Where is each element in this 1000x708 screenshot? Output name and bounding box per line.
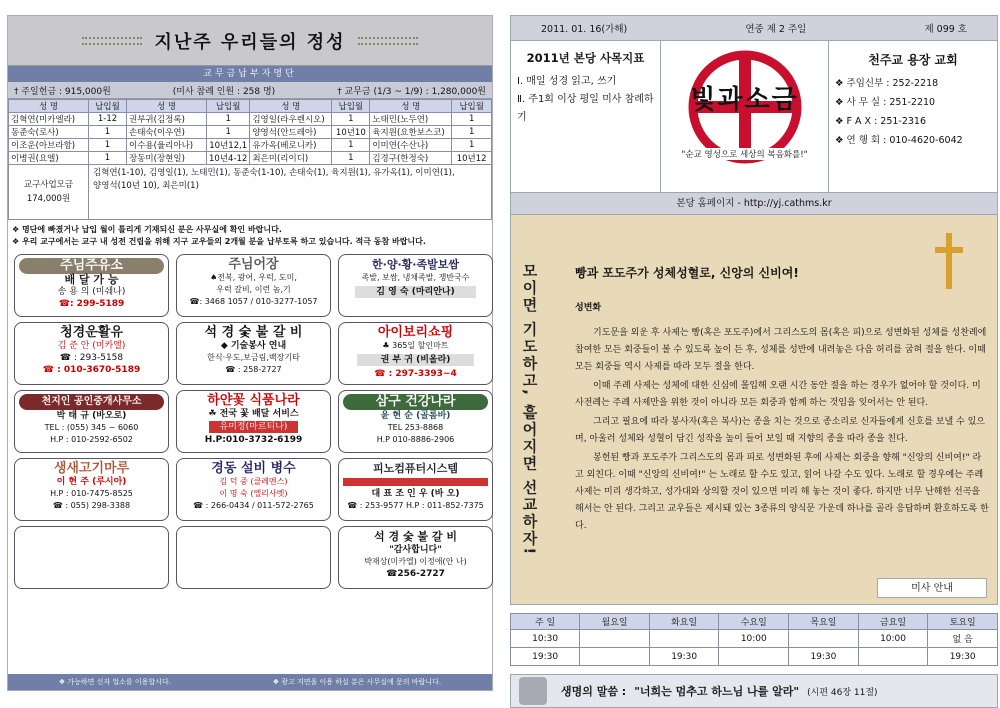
cell bbox=[580, 648, 650, 666]
ad-title: 아이보리쇼핑 bbox=[377, 325, 454, 340]
cell: 김영일(라우렌시오) bbox=[250, 113, 332, 126]
info-line: ❖ 연 행 회 : 010-4620-6042 bbox=[835, 135, 963, 146]
col-month: 납입월 bbox=[89, 100, 127, 113]
parish-info bbox=[829, 41, 997, 192]
cell bbox=[789, 630, 859, 648]
cell: 19:30 bbox=[511, 648, 580, 666]
left-title-bar bbox=[8, 16, 492, 66]
cell bbox=[649, 630, 719, 648]
dues-table-header bbox=[9, 100, 492, 113]
ad-phone: ☎: 3468 1057 / 010-3277-1057 bbox=[189, 297, 318, 306]
cell: 1 bbox=[332, 113, 370, 126]
project-label-cell bbox=[9, 165, 89, 219]
cell: 1 bbox=[452, 126, 492, 139]
ad-phone: ☎ : 297-3393~4 bbox=[374, 369, 457, 379]
issue-number: 제 099 호 bbox=[924, 24, 967, 35]
ad-line: "감사합니다" bbox=[389, 545, 442, 555]
ad-line: 송 용 의 (미쉐나) bbox=[57, 287, 126, 297]
ad-phone: ☎ : 055) 298-3388 bbox=[52, 501, 131, 510]
article-paragraph: 이때 주례 사제는 성체에 대한 신심에 몰입해 오랜 시간 동안 절을 하는 경우가 없어야 할 것이다. 미사전례는 주례 사제만을 위한 것이 아니라 모든 회중과 함께 하는 것임을 잊어서는 안 된다. bbox=[575, 381, 981, 408]
right-page bbox=[510, 15, 998, 698]
masthead bbox=[510, 41, 998, 193]
cell: 10년4-12 bbox=[207, 152, 250, 165]
article-subtitle: 성변화 bbox=[575, 303, 602, 313]
col-month: 납입월 bbox=[452, 100, 492, 113]
article-paragraph: 봉헌된 빵과 포도주가 그리스도의 몸과 피로 성변화된 후에 사제는 회중을 향해 "신앙의 신비여!" 라고 외친다. 이때 "신앙의 신비여!" 는 노래로 할 수도 있고, 읽어 나갈 수도 있다. 노래로 할 경우에는 주례사제는 미리 생각하고, 성가대와 상의할 것이 있으면 미리 해 놓는 것이 좋다. 하지만 너무 난해한 선곡을 해서는 안 된다. 그리고 교우들은 제시돼 있는 3종류의 양식문 가운데 하나를 골라 응답하며 환호하도록 한다. bbox=[575, 453, 989, 531]
article-title: 빵과 포도주가 성체성혈로, 신앙의 신비여! bbox=[575, 266, 799, 280]
ad-computer bbox=[338, 458, 493, 521]
ad-phone: ☎ : 258-2727 bbox=[225, 365, 282, 374]
cell: 10년10 bbox=[332, 126, 370, 139]
article bbox=[549, 215, 997, 604]
homepage-bar: 본당 홈페이지 - http://yj.cathms.kr bbox=[510, 193, 998, 215]
ad-phone: ☎ : 253-9577 H.P : 011-852-7375 bbox=[347, 501, 484, 510]
day-header: 수요일 bbox=[719, 614, 789, 630]
ad-title: 석 경 숯 불 갈 비 bbox=[374, 530, 457, 543]
ad-fish-farm bbox=[176, 254, 331, 317]
table-row bbox=[511, 648, 998, 666]
mass-attendance: (미사 참례 인원 : 258 명) bbox=[172, 86, 276, 97]
cell: 없 음 bbox=[928, 630, 998, 648]
ad-line: 김 준 안 (미카엘) bbox=[57, 341, 126, 351]
ad-stripe bbox=[343, 478, 488, 486]
cell: 1 bbox=[332, 139, 370, 152]
ad-phone: H.P:010-3732-6199 bbox=[204, 435, 303, 445]
ad-line: 족발, 보쌈, 냉채족발, 쟁반국수 bbox=[361, 273, 470, 282]
word-label: 생명의 말씀 : bbox=[561, 685, 627, 698]
golden-cross-icon bbox=[935, 233, 963, 289]
cell: 권부귀(김정록) bbox=[127, 113, 207, 126]
ad-line: 김 덕 중 (클레멘스) bbox=[219, 477, 288, 486]
cell: 1 bbox=[89, 126, 127, 139]
info-line: ❖ F A X : 251-2316 bbox=[835, 116, 927, 127]
offering-summary bbox=[8, 82, 492, 99]
ad-line: ◆ 기술봉사 연내 bbox=[220, 341, 287, 351]
portrait-icon bbox=[519, 677, 547, 705]
ad-phone: ☎ : 266-0434 / 011-572-2765 bbox=[193, 501, 314, 510]
logo-text: 빛과소금 bbox=[690, 85, 799, 115]
ad-realty bbox=[14, 390, 169, 453]
ad-phone: ☎ : 010-3670-5189 bbox=[42, 365, 141, 375]
liturgical-week: 연중 제 2 주일 bbox=[745, 24, 807, 35]
cell: 10:00 bbox=[858, 630, 928, 648]
ad-plumbing bbox=[176, 458, 331, 521]
mass-guide-label: 미사 안내 bbox=[877, 578, 987, 598]
notice-line: ❖ 명단에 빠졌거나 납입 월이 틀리게 기재되신 분은 사무실에 확인 바랍니다. bbox=[12, 225, 282, 234]
cell: 김경구(한정숙) bbox=[370, 152, 452, 165]
cell: 이수용(율리아나) bbox=[127, 139, 207, 152]
ad-phone: H.P : 010-2592-6502 bbox=[50, 435, 133, 444]
ad-line: 박재상(미카엘) 이정애(안 나) bbox=[364, 557, 467, 566]
pastoral-goals bbox=[511, 41, 661, 192]
col-month: 납입월 bbox=[332, 100, 370, 113]
cell: 최은미(리이디) bbox=[250, 152, 332, 165]
cell: 19:30 bbox=[928, 648, 998, 666]
ad-title: 한·양·황·족발보쌈 bbox=[372, 258, 459, 271]
cell bbox=[858, 648, 928, 666]
day-header: 목요일 bbox=[789, 614, 859, 630]
cell: 장동미(장현일) bbox=[127, 152, 207, 165]
ad-title: 주님주유소 bbox=[19, 258, 164, 274]
cell: 19:30 bbox=[649, 648, 719, 666]
day-header: 주 일 bbox=[511, 614, 580, 630]
word-reference: (시편 46장 11절) bbox=[807, 687, 878, 698]
ad-health bbox=[338, 390, 493, 453]
ad-line: 박 태 규 (바오로) bbox=[56, 411, 127, 421]
ad-line: ♠전복, 광어, 우럭, 도미, bbox=[210, 273, 297, 282]
ad-meat bbox=[14, 458, 169, 521]
ad-line: ♣ 365일 할인마트 bbox=[382, 341, 449, 350]
ad-phone: ☎: 299-5189 bbox=[58, 299, 125, 309]
cell: 육지원(요한보스코) bbox=[370, 126, 452, 139]
word-text: "너희는 멈추고 하느님 나를 알라" bbox=[634, 685, 800, 698]
day-header: 월요일 bbox=[580, 614, 650, 630]
ad-line: ☎ : 293-5158 bbox=[59, 353, 124, 363]
project-fund bbox=[8, 165, 492, 220]
cell: 이병권(요엘) bbox=[9, 152, 89, 165]
day-header: 토요일 bbox=[928, 614, 998, 630]
ad-line: H.P : 010-7475-8525 bbox=[50, 489, 133, 498]
cell: 10:00 bbox=[719, 630, 789, 648]
col-month: 납입월 bbox=[207, 100, 250, 113]
ad-galbi bbox=[176, 322, 331, 385]
parish-name: 천주교 용장 교회 bbox=[868, 53, 958, 67]
ad-title: 청경운활유 bbox=[60, 325, 123, 340]
article-paragraph: 그리고 필요에 따라 봉사자(혹은 복사)는 종을 치는 것으로 종소리로 신자들에게 신호를 보낼 수 있으며, 아울러 성체와 성혈이 담긴 성작을 높이 들어 보일 때 지향의 종을 따라 종을 친다. bbox=[575, 417, 985, 444]
table-row bbox=[9, 126, 492, 139]
cell: 이미연(수산나) bbox=[370, 139, 452, 152]
cell: 1 bbox=[452, 139, 492, 152]
cell: 유가옥(베로니카) bbox=[250, 139, 332, 152]
issue-date: 2011. 01. 16(가해) bbox=[541, 24, 628, 35]
ad-line: 권 부 귀 (비올라) bbox=[357, 354, 474, 366]
ad-flower bbox=[176, 390, 331, 453]
cell: 19:30 bbox=[789, 648, 859, 666]
ad-title: 피노컴퓨터시스템 bbox=[372, 462, 458, 475]
ad-empty bbox=[176, 526, 331, 589]
ad-line: 한식·우도,보금림,백장기타 bbox=[207, 353, 300, 362]
cell bbox=[580, 630, 650, 648]
project-names bbox=[89, 165, 491, 219]
ad-oil bbox=[14, 322, 169, 385]
ad-line: ☘ 전국 꽃 배달 서비스 bbox=[208, 409, 299, 419]
info-line: ❖ 주임신부 : 252-2218 bbox=[835, 78, 939, 89]
cell: 10:30 bbox=[511, 630, 580, 648]
col-name: 성 명 bbox=[250, 100, 332, 113]
left-footer bbox=[8, 674, 492, 690]
ad-title: 하얀꽃 식품나라 bbox=[207, 393, 300, 408]
cell: 1 bbox=[89, 152, 127, 165]
table-row bbox=[9, 152, 492, 165]
word-of-life bbox=[510, 674, 998, 708]
goal-item: Ⅱ. 주1회 이상 평일 미사 참례하기 bbox=[517, 94, 654, 123]
issue-bar bbox=[510, 15, 998, 41]
ad-phone: H.P 010-8886-2906 bbox=[376, 435, 455, 444]
col-name: 성 명 bbox=[127, 100, 207, 113]
cell: 1-12 bbox=[89, 113, 127, 126]
col-name: 성 명 bbox=[9, 100, 89, 113]
goal-item: Ⅰ. 매일 성경 읽고, 쓰기 bbox=[517, 76, 617, 87]
left-title: 지난주 우리들의 정성 bbox=[154, 31, 346, 53]
dues-table bbox=[8, 99, 492, 165]
vertical-motto bbox=[511, 215, 549, 604]
cell: 동준숙(로사) bbox=[9, 126, 89, 139]
table-row bbox=[9, 139, 492, 152]
day-header: 금요일 bbox=[858, 614, 928, 630]
cell: 손태숙(이우연) bbox=[127, 126, 207, 139]
cell: 양영석(안드레아) bbox=[250, 126, 332, 139]
footer-note: ❖ 광고 지면을 이용 하실 분은 사무실에 문의 바랍니다. bbox=[272, 678, 442, 686]
info-line: ❖ 사 무 실 : 251-2210 bbox=[835, 97, 936, 108]
project-amount: 174,000원 bbox=[26, 194, 71, 204]
table-row bbox=[511, 630, 998, 648]
ad-title: 석 경 숯 불 갈 비 bbox=[204, 325, 303, 340]
ad-ivory-shopping bbox=[338, 322, 493, 385]
ad-line: TEL : (055) 345 ~ 6060 bbox=[44, 423, 139, 432]
article-paragraph: 기도문을 외운 후 사제는 빵(혹은 포도주)에서 그리스도의 몸(혹은 피)으로 성변화된 성체를 성찬례에 참여한 모든 회중들이 볼 수 있도록 높이 든 후, 성체를 성반에 내려놓은 다음 허리를 굽혀 절을 한다. 이때 모든 회중들 역시 사제를 따라 모두 절을 한다. bbox=[575, 328, 987, 372]
table-row bbox=[9, 113, 492, 126]
notice-line: ❖ 우리 교구에서는 교구 내 성전 건립을 위해 지구 교우들의 2개월 분을 납부토록 하고 있습니다. 적극 동참 바랍니다. bbox=[12, 237, 426, 246]
ad-line: 배 달 가 능 bbox=[64, 273, 119, 286]
day-header: 화요일 bbox=[649, 614, 719, 630]
notice bbox=[8, 220, 492, 252]
cell: 노태민(노두연) bbox=[370, 113, 452, 126]
parish-dues: † 교무금 (1/3 ~ 1/9) : 1,280,000원 bbox=[337, 86, 486, 97]
left-page bbox=[7, 15, 493, 691]
ornament-icon bbox=[82, 37, 142, 45]
cell: 1 bbox=[332, 152, 370, 165]
logo-slogan: "순교 영성으로 세상의 복음화를!" bbox=[681, 150, 808, 160]
ad-line: 유미정(마르티나) bbox=[209, 421, 298, 433]
footer-note: ❖ 가능하면 신자 업소를 이용합시다. bbox=[58, 678, 171, 686]
cell: 김혁연(미카엘라) bbox=[9, 113, 89, 126]
newsletter-logo bbox=[661, 41, 829, 192]
goals-title: 2011년 본당 사목지표 bbox=[526, 51, 645, 65]
ad-empty bbox=[14, 526, 169, 589]
cell: 10년12 bbox=[452, 152, 492, 165]
cell bbox=[719, 648, 789, 666]
ad-line: 우럭 갈비, 이런 놈,기 bbox=[216, 285, 291, 294]
ad-thanks bbox=[338, 526, 493, 589]
ad-line: 이 명 숙 (엘리사벳) bbox=[219, 489, 288, 498]
cell: 1 bbox=[207, 126, 250, 139]
ad-grid bbox=[8, 252, 492, 591]
cell: 1 bbox=[89, 139, 127, 152]
sunday-offering: † 주일헌금 : 915,000원 bbox=[14, 86, 111, 97]
ornament-icon bbox=[358, 37, 418, 45]
ad-line: 윤 현 순 (골롬바) bbox=[380, 411, 451, 421]
ad-title: 천지인 공인중개사무소 bbox=[19, 394, 164, 410]
col-name: 성 명 bbox=[370, 100, 452, 113]
cell: 1 bbox=[452, 113, 492, 126]
cell: 10년12,1 bbox=[207, 139, 250, 152]
ad-phone: ☎256-2727 bbox=[386, 569, 445, 579]
ad-line: 김 영 숙 (마리안나) bbox=[355, 286, 476, 298]
left-subtitle: 교무금납부자명단 bbox=[8, 66, 492, 82]
project-names-line: 김혁연(1-10), 김영일(1), 노태민(1), 동준숙(1-10), 손태숙(1), 육지원(1), 유가옥(1), 이미연(1), bbox=[93, 168, 455, 178]
ad-title: 삼구 건강나라 bbox=[343, 394, 488, 410]
project-label: 교구사업모금 bbox=[23, 180, 74, 190]
ad-title: 생새고기마루 bbox=[53, 461, 130, 476]
article-area bbox=[510, 215, 998, 605]
ad-title: 경동 설비 병수 bbox=[211, 461, 296, 476]
ad-gas-station bbox=[14, 254, 169, 317]
motto-text: 모이면 기도하고, 흩어지면 선교하자! bbox=[520, 262, 539, 557]
mass-schedule-table bbox=[510, 613, 998, 666]
ad-line: 이 현 주 (루시아) bbox=[56, 477, 127, 487]
cell: 이조운(아브라함) bbox=[9, 139, 89, 152]
project-names-line: 양영석(10년 10), 최은미(1) bbox=[93, 181, 199, 191]
ad-line: TEL 253-8868 bbox=[387, 423, 444, 432]
ad-line: 대 표 조 인 우 (바 오) bbox=[371, 489, 460, 499]
ad-title: 주님어장 bbox=[228, 257, 279, 272]
mass-header-row bbox=[511, 614, 998, 630]
ad-jokbal bbox=[338, 254, 493, 317]
cell: 1 bbox=[207, 113, 250, 126]
